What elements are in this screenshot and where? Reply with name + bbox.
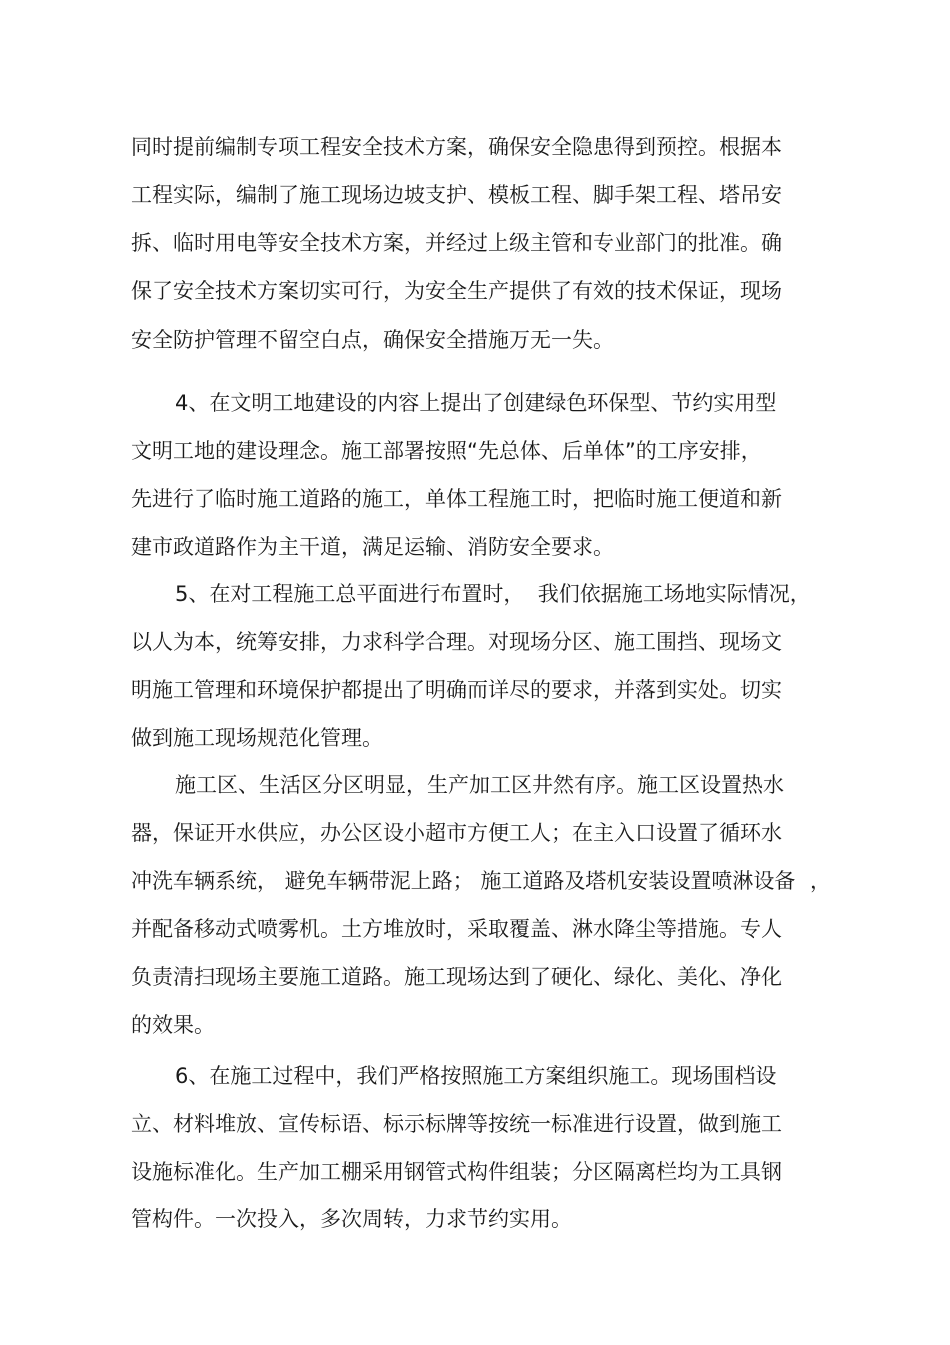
text-line: 立、材料堆放、宣传标语、标示标牌等按统一标准进行设置，做到施工: [131, 1112, 782, 1136]
text-line: 并配备移动式喷雾机。土方堆放时，采取覆盖、淋水降尘等措施。专人: [131, 917, 782, 941]
text-line: 拆、临时用电等安全技术方案，并经过上级主管和专业部门的批准。确: [131, 231, 782, 255]
text-line: 以人为本，统筹安排，力求科学合理。对现场分区、施工围挡、现场文: [131, 630, 782, 654]
text-line: 建市政道路作为主干道，满足运输、消防安全要求。: [131, 535, 614, 559]
text-line: 5、在对工程施工总平面进行布置时， 我们依据施工场地实际情况，: [175, 582, 811, 606]
text-line: 4、在文明工地建设的内容上提出了创建绿色环保型、节约实用型: [175, 391, 777, 415]
text-line: 先进行了临时施工道路的施工，单体工程施工时，把临时施工便道和新: [131, 487, 782, 511]
text-line: 工程实际，编制了施工现场边坡支护、模板工程、脚手架工程、塔吊安: [131, 183, 782, 207]
text-line: 文明工地的建设理念。施工部署按照“先总体、后单体”的工序安排，: [131, 439, 762, 463]
text-line: 的效果。: [131, 1013, 215, 1037]
text-line: 管构件。一次投入，多次周转，力求节约实用。: [131, 1207, 572, 1231]
text-line: 同时提前编制专项工程安全技术方案，确保安全隐患得到预控。根据本: [131, 135, 782, 159]
text-line: 保了安全技术方案切实可行，为安全生产提供了有效的技术保证，现场: [131, 279, 782, 303]
text-line: ，: [810, 869, 831, 893]
text-line: 6、在施工过程中，我们严格按照施工方案组织施工。现场围档设: [175, 1064, 777, 1088]
text-line: 明施工管理和环境保护都提出了明确而详尽的要求，并落到实处。切实: [131, 678, 782, 702]
text-line: 做到施工现场规范化管理。: [131, 726, 383, 750]
text-line: 安全防护管理不留空白点，确保安全措施万无一失。: [131, 328, 614, 352]
text-line: 冲洗车辆系统， 避免车辆带泥上路； 施工道路及塔机安装设置喷淋设备: [131, 869, 796, 893]
text-line: 负责清扫现场主要施工道路。施工现场达到了硬化、绿化、美化、净化: [131, 965, 782, 989]
text-line: 设施标准化。生产加工棚采用钢管式构件组装；分区隔离栏均为工具钢: [131, 1160, 782, 1184]
text-line: 器，保证开水供应，办公区设小超市方便工人；在主入口设置了循环水: [131, 821, 782, 845]
text-line: 施工区、生活区分区明显，生产加工区井然有序。施工区设置热水: [175, 773, 784, 797]
